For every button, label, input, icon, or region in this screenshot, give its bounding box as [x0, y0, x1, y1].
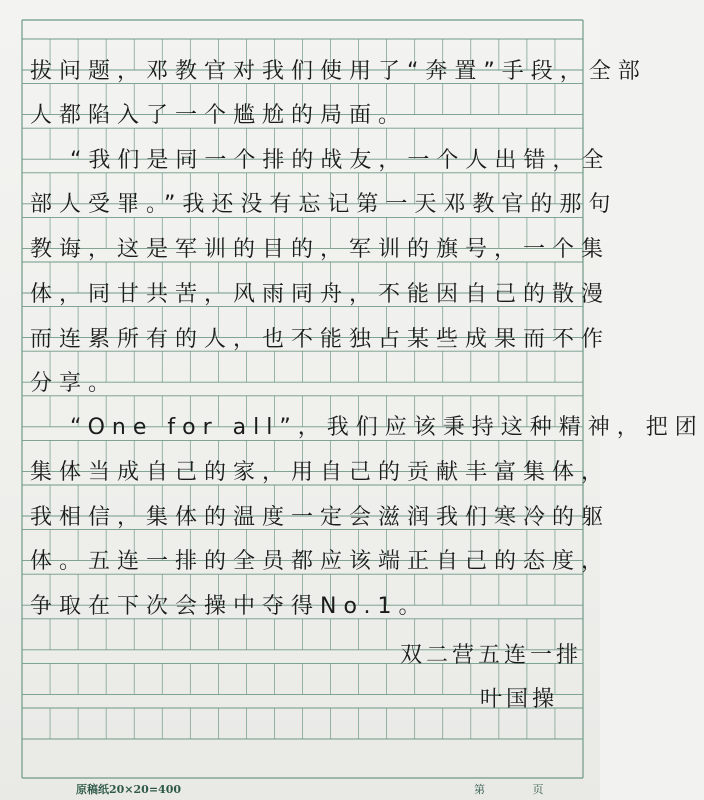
text-line-10: 集体当成自己的家，用自己的贡献丰富集体， [30, 460, 611, 485]
text-line-6: 体，同甘共苦，风雨同舟，不能因自己的散漫 [30, 282, 611, 307]
text-line-11: 我相信，集体的温度一定会滋润我们寒冷的躯 [30, 505, 611, 530]
text-line-7: 而连累所有的人，也不能独占某些成果而不作 [30, 327, 611, 352]
signature-unit: 双二营五连一排 [400, 643, 583, 668]
text-line-9: “One for all”，我们应该秉持这种精神，把团 [70, 415, 704, 440]
signature-name: 叶国操 [480, 687, 559, 712]
text-line-1: 拔问题，邓教官对我们使用了“奔置”手段，全部 [30, 59, 647, 84]
paper-footer-label: 原稿纸20×20=400 [76, 783, 182, 796]
text-line-3: “我们是同一个排的战友，一个人出错，全 [70, 148, 611, 173]
text-line-5: 教诲，这是军训的目的，军训的旗号，一个集 [30, 237, 611, 262]
text-line-12: 体。五连一排的全员都应该端正自己的态度， [30, 549, 611, 574]
text-line-13: 争取在下次会操中夺得No.1。 [30, 594, 428, 619]
text-line-8: 分享。 [30, 371, 118, 396]
text-line-2: 人都陷入了一个尴尬的局面。 [30, 103, 408, 128]
text-line-4: 部人受罪。”我还没有忘记第一天邓教官的那句 [30, 192, 618, 217]
page-number-label: 第 页 [474, 783, 566, 796]
